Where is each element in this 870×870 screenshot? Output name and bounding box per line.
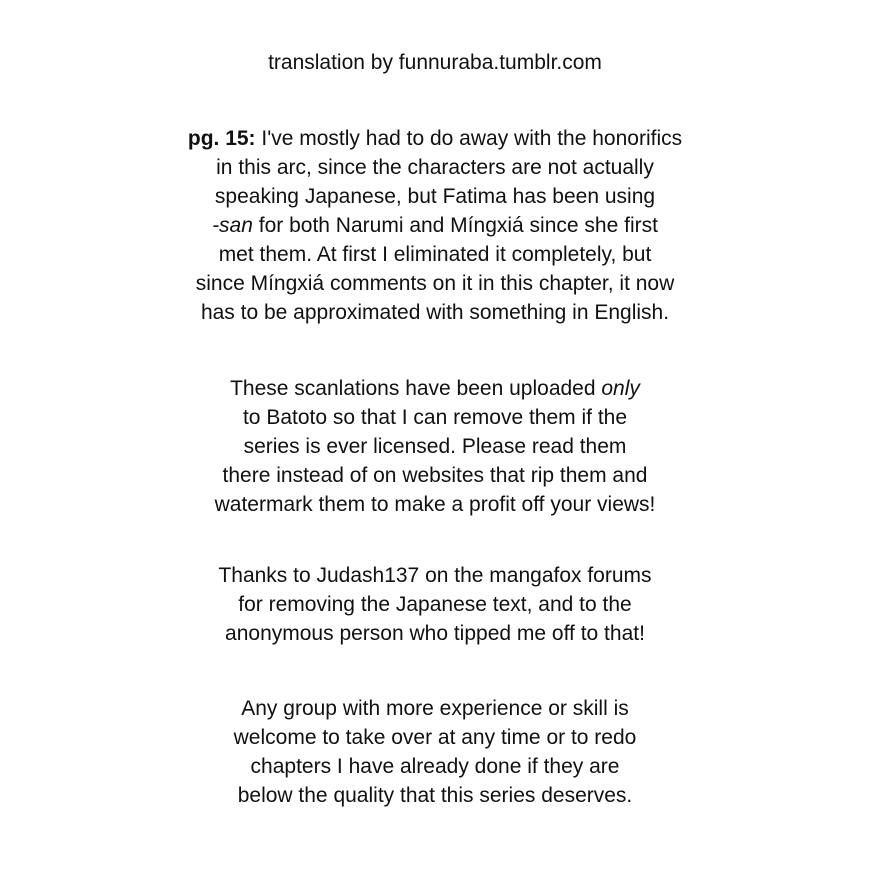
note-groups-line-3: chapters I have already done if they are	[250, 755, 620, 778]
note-pg15-line-6: since Míngxiá comments on it in this chapter, it now	[195, 272, 675, 295]
honorific-san: -san	[212, 214, 253, 237]
note-pg15-line-2: in this arc, since the characters are not actually	[216, 156, 654, 179]
note-pg15-line-5: met them. At first I eliminated it completely, but	[218, 243, 652, 266]
note-groups-line-4: below the quality that this series deserves.	[237, 784, 633, 807]
note-batoto-line-3: series is ever licensed. Please read them	[243, 435, 627, 458]
note-thanks-line-1: Thanks to Judash137 on the mangafox forums	[218, 564, 652, 587]
emphasis-only: only	[601, 377, 640, 400]
note-batoto-line-4: there instead of on websites that rip them and	[222, 464, 648, 487]
note-pg15-line-3: speaking Japanese, but Fatima has been using	[214, 185, 656, 208]
note-batoto-line-2: to Batoto so that I can remove them if the	[242, 406, 628, 429]
note-pg15-line-7: has to be approximated with something in English.	[200, 301, 670, 324]
credit-text: translation by funnuraba.tumblr.com	[268, 51, 602, 74]
note-batoto-line-1	[0, 374, 870, 403]
note-groups-line-2: welcome to take over at any time or to redo	[233, 726, 637, 749]
page-label: pg. 15:	[187, 127, 256, 150]
translation-credit	[0, 48, 870, 77]
note-batoto-line-5: watermark them to make a profit off your views!	[214, 493, 656, 516]
note-groups-line-1: Any group with more experience or skill is	[241, 697, 629, 720]
note-batoto-line-1-text: These scanlations have been uploaded	[230, 377, 602, 400]
note-pg15-line-4	[0, 211, 870, 240]
note-pg15-line-1-text: I've mostly had to do away with the honorifics	[255, 127, 683, 150]
note-pg15-line-4-text: for both Narumi and Míngxiá since she first	[252, 214, 658, 237]
note-thanks-line-3: anonymous person who tipped me off to that!	[225, 622, 645, 645]
note-thanks-line-2: for removing the Japanese text, and to the	[238, 593, 632, 616]
note-pg15-line-1	[0, 124, 870, 153]
